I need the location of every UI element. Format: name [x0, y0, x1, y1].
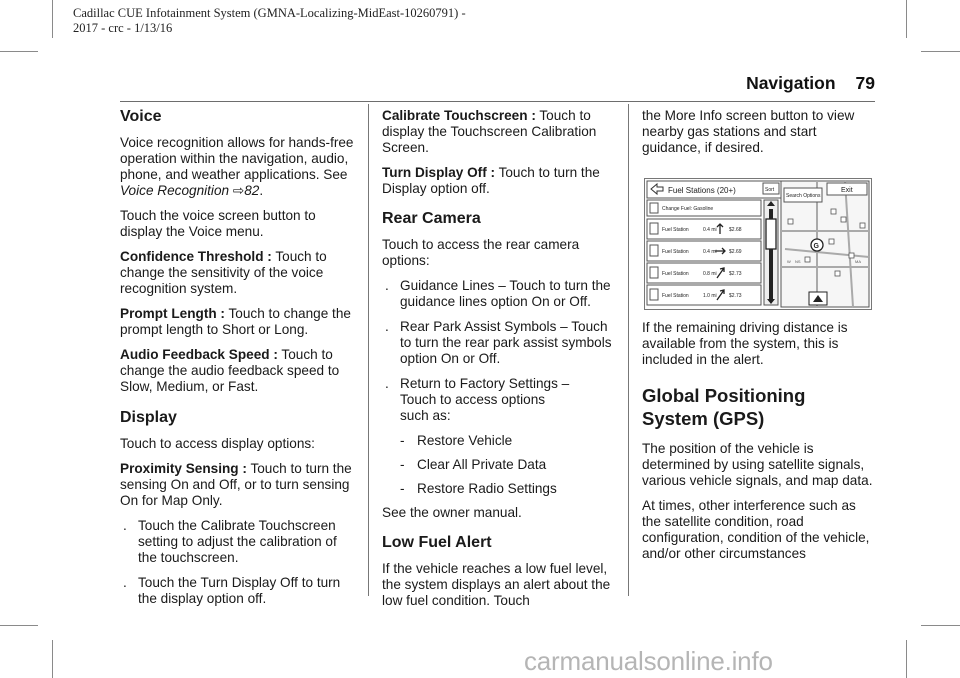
low-fuel-alert-heading: Low Fuel Alert — [382, 534, 492, 551]
bullet-icon: . — [385, 319, 389, 334]
exit-label: Exit — [841, 187, 853, 194]
map-label: G — [813, 243, 819, 250]
voice-heading: Voice — [120, 108, 162, 125]
document-meta-line: Cadillac CUE Infotainment System (GMNA-Localizing-MidEast-10260791) - — [73, 6, 466, 20]
confidence-threshold-term: Confidence Threshold : — [120, 249, 272, 264]
gps-heading — [642, 384, 877, 430]
display-heading: Display — [120, 409, 177, 426]
search-options-label: Search Options — [786, 193, 821, 199]
column-1 — [120, 108, 358, 616]
station-distance: 1.0 mi — [703, 293, 717, 299]
crop-mark — [0, 51, 38, 52]
remaining-distance-paragraph: If the remaining driving distance is available from the system, this is included in the alert. — [642, 320, 848, 367]
station-price: $2.73 — [729, 293, 742, 299]
column-2 — [382, 108, 620, 618]
display-intro: Touch to access display options: — [120, 436, 315, 451]
list-item — [120, 575, 358, 607]
bullet-icon: . — [123, 575, 127, 590]
turn-display-off-paragraph — [382, 165, 620, 197]
crop-mark — [0, 625, 38, 626]
page-number: 79 — [855, 73, 875, 93]
crop-mark — [906, 0, 907, 38]
checkbox-icon — [650, 223, 658, 234]
station-distance: 0.8 mi — [703, 271, 717, 277]
section-title: Navigation — [746, 73, 836, 93]
sub-list-item-text: Restore Vehicle — [417, 433, 513, 448]
crop-mark — [52, 0, 53, 38]
station-row[interactable] — [647, 263, 761, 283]
voice-recognition-link[interactable]: Voice Recognition — [120, 183, 230, 198]
crop-mark — [921, 51, 960, 52]
prompt-length-term: Prompt Length : — [120, 306, 225, 321]
rear-camera-intro: Touch to access the rear camera options: — [382, 237, 580, 268]
owner-manual-note: See the owner manual. — [382, 505, 522, 520]
proximity-sensing-term: Proximity Sensing : — [120, 461, 247, 476]
sub-list-item-text: Restore Radio Settings — [417, 481, 557, 496]
sort-label: Sort — [765, 187, 775, 193]
dash-icon: - — [400, 433, 405, 448]
station-row[interactable] — [647, 285, 761, 305]
column-divider — [628, 104, 629, 596]
scroll-thumb[interactable] — [766, 219, 776, 249]
bullet-icon: . — [385, 278, 389, 293]
checkbox-icon — [650, 245, 658, 256]
turn-display-off-term: Turn Display Off : — [382, 165, 496, 180]
turn-display-off-text: Touch to turn the Display option off. — [382, 165, 600, 196]
station-row[interactable] — [647, 219, 761, 239]
page-header — [746, 73, 875, 94]
station-name: Fuel Station — [662, 293, 689, 299]
bullet-icon: . — [123, 518, 127, 533]
audio-feedback-text: Touch to change the audio feedback speed to Slow, Medium, or Fast. — [120, 347, 340, 394]
crop-mark — [906, 640, 907, 678]
low-fuel-alert-text: If the vehicle reaches a low fuel level, the system displays an alert about the low fuel condition. Touch — [382, 561, 611, 608]
fuel-pin-icon — [831, 209, 836, 214]
screen-title: Fuel Stations (20+) — [668, 186, 736, 195]
dash-icon: - — [400, 481, 405, 496]
bullet-icon: . — [385, 376, 389, 391]
audio-feedback-term: Audio Feedback Speed : — [120, 347, 278, 362]
map-label: NS — [795, 259, 801, 264]
fuel-stations-screen — [645, 179, 871, 309]
station-row[interactable] — [647, 241, 761, 261]
checkbox-icon — [650, 289, 658, 300]
column-divider — [368, 104, 369, 596]
dash-icon: - — [400, 457, 405, 472]
page-ref-icon: ⇨ — [232, 183, 245, 198]
fuel-pin-icon — [835, 271, 840, 276]
checkbox-icon — [650, 267, 658, 278]
station-name: Fuel Station — [662, 271, 689, 277]
crop-mark — [52, 640, 53, 678]
list-item-text: Touch the Turn Display Off to turn the display option off. — [138, 575, 341, 606]
station-price: $2.68 — [729, 227, 742, 233]
calibrate-touchscreen-text: Touch to display the Touchscreen Calibration Screen. — [382, 108, 597, 155]
voice-intro-paragraph: Voice recognition allows for hands-free operation within the navigation, audio, phone, and weather applications. See Voice Recognition ⇨82. — [120, 135, 354, 198]
sub-list-item — [400, 481, 620, 497]
column-3-lower — [642, 320, 877, 571]
voice-recognition-page[interactable]: 82 — [244, 183, 260, 198]
list-item — [382, 319, 620, 367]
calibrate-touchscreen-term: Calibrate Touchscreen : — [382, 108, 536, 123]
header-rule — [120, 101, 875, 102]
station-distance: 0.4 mi — [703, 227, 717, 233]
list-item — [120, 518, 358, 566]
prompt-length-paragraph — [120, 306, 358, 338]
station-price: $2.69 — [729, 249, 742, 255]
station-name: Fuel Station — [662, 227, 689, 233]
change-fuel-label: Change Fuel: Gasoline — [662, 206, 714, 212]
fuel-pin-icon — [829, 239, 834, 244]
confidence-threshold-text: Touch to change the sensitivity of the voice recognition system. — [120, 249, 327, 296]
list-item — [382, 278, 620, 310]
confidence-threshold-paragraph — [120, 249, 358, 297]
gps-heading-line: Global Positioning — [642, 385, 806, 406]
voice-intro-text: Voice recognition allows for hands-free operation within the navigation, audio, phone, and weather applications. See — [120, 135, 354, 182]
sub-list-item — [400, 433, 620, 449]
column-3 — [642, 108, 877, 165]
station-name: Fuel Station — [662, 249, 689, 255]
fuel-pin-icon — [805, 257, 810, 262]
map-label: MA — [855, 259, 861, 264]
gps-paragraph-1: The position of the vehicle is determined by using satellite signals, various vehicle signals, and map data. — [642, 441, 873, 488]
calibrate-touchscreen-paragraph — [382, 108, 620, 156]
voice-touch-paragraph: Touch the voice screen button to display the Voice menu. — [120, 208, 316, 239]
sub-list-item — [400, 457, 620, 473]
list-item-text: Guidance Lines – Touch to turn the guidance lines option On or Off. — [400, 278, 611, 309]
fuel-stations-figure — [644, 178, 872, 310]
station-distance: 0.4 mi — [703, 249, 717, 255]
list-item — [382, 376, 620, 424]
audio-feedback-paragraph — [120, 347, 358, 395]
prompt-length-text: Touch to change the prompt length to Short or Long. — [120, 306, 351, 337]
rear-camera-heading: Rear Camera — [382, 210, 481, 227]
checkbox-icon — [650, 203, 658, 213]
document-meta-line: 2017 - crc - 1/13/16 — [73, 21, 173, 35]
gps-heading-line: System (GPS) — [642, 408, 765, 429]
gps-paragraph-2: At times, other interference such as the satellite condition, road configuration, condition of the vehicle, and/or other circumstances — [642, 498, 870, 561]
watermark: carmanualsonline.info — [524, 646, 773, 676]
map-label: W — [787, 259, 791, 264]
proximity-sensing-text: Touch to turn the sensing On and Off, or to turn sensing On for Map Only. — [120, 461, 352, 508]
fuel-pin-icon — [849, 253, 854, 258]
list-item-text: Touch the Calibrate Touchscreen setting to adjust the calibration of the touchscreen. — [138, 518, 337, 565]
fuel-pin-icon — [860, 223, 865, 228]
crop-mark — [921, 625, 960, 626]
more-info-paragraph: the More Info screen button to view nearby gas stations and start guidance, if desired. — [642, 108, 855, 155]
list-item-text: Rear Park Assist Symbols – Touch to turn the rear park assist symbols option On or Off. — [400, 319, 612, 366]
sub-list-item-text: Clear All Private Data — [417, 457, 547, 472]
proximity-sensing-paragraph — [120, 461, 358, 509]
station-price: $2.73 — [729, 271, 742, 277]
fuel-pin-icon — [788, 219, 793, 224]
list-item-text: Return to Factory Settings – Touch to access options such as: — [400, 376, 570, 423]
fuel-pin-icon — [841, 217, 846, 222]
document-meta — [73, 6, 466, 36]
